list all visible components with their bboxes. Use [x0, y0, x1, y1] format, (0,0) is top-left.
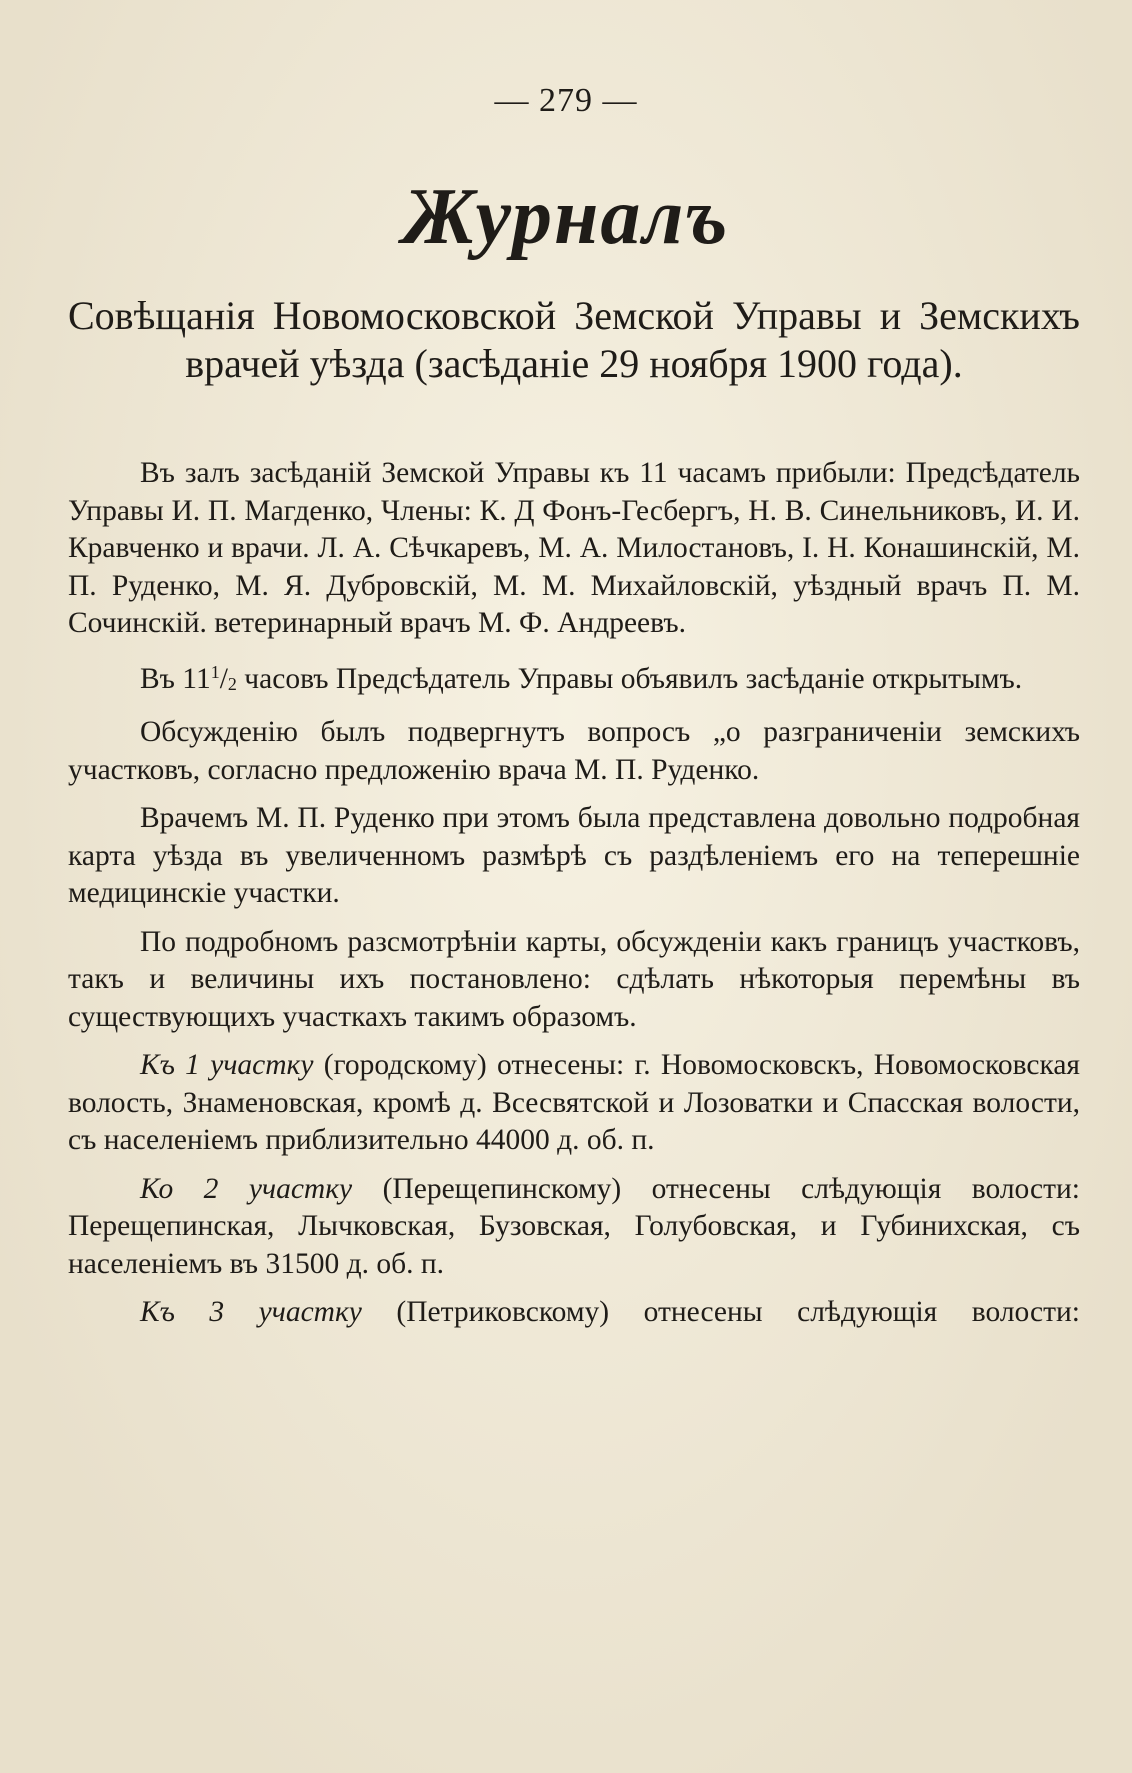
paragraph-district-2 [68, 1171, 1080, 1284]
district-1-lead: Къ 1 участку [140, 1049, 314, 1081]
district-1-text: (городскому) отнесены: г. Новомосковскъ, Новомосковская волость, Знаменовская, кромѣ д. Всесвятской и Лозоватки и Спасская волости, съ населеніемъ приблизительно 44000 д. об. п. [68, 1049, 1080, 1156]
fraction-denominator: 2 [227, 673, 237, 694]
opening-text: часовъ Предсѣдатель Управы объявилъ засѣданіе открытымъ. [236, 662, 1023, 695]
body-text [68, 455, 1080, 1343]
district-3-text: (Петриковскому) отнесены слѣдующія волости: [361, 1296, 1081, 1328]
paragraph-attendees: Въ залъ засѣданій Земской Управы къ 11 часамъ прибыли: Предсѣдатель Управы И. П. Магденко, Члены: К. Д Фонъ-Гесбергъ, Н. В. Синельниковъ, И. И. Кравченко и врачи. Л. А. Сѣчкаревъ, М. А. Милостановъ, І. Н. Конашинскій, М. П. Руденко, М. Я. Дубровскій, М. М. Михайловскій, уѣздный врачъ П. М. Сочинскій. ветеринарный врачъ М. Ф. Андреевъ. [68, 457, 1080, 639]
paragraph-resolution: По подробномъ разсмотрѣніи карты, обсужденіи какъ границъ участковъ, такъ и величины ихъ постановлено: сдѣлать нѣкоторыя перемѣны въ существующихъ участкахъ такимъ образомъ. [68, 925, 1080, 1033]
paragraph-district-3 [68, 1294, 1080, 1332]
paragraph-district-1 [68, 1047, 1080, 1160]
document-subtitle: Совѣщанія Новомосковской Земской Управы и Земскихъ врачей уѣзда (засѣданіе 29 ноября 1900 года). [68, 293, 1080, 386]
fraction-numerator: 1 [210, 661, 220, 682]
district-2-lead: Ко 2 участку [140, 1172, 353, 1205]
district-2-text: (Перещепинскому) отнесены слѣдующія волости: Перещепинская, Лычковская, Бузовская, Голубовская, и Губинихская, съ населеніемъ въ 31500 д. об. п. [68, 1172, 1080, 1280]
district-3-lead: Къ 3 участку [140, 1296, 362, 1328]
paragraph-map: Врачемъ М. П. Руденко при этомъ была представлена довольно подробная карта уѣзда въ увеличенномъ размѣрѣ съ раздѣленіемъ его на теперешніе медицинскіе участки. [68, 802, 1080, 909]
opening-time: Въ 11 [140, 662, 211, 695]
page-number: — 279 — [494, 82, 638, 119]
paragraph-discussion-topic: Обсужденію былъ подвергнутъ вопросъ „о разграниченіи земскихъ участковъ, согласно предложенію врача М. П. Руденко. [68, 716, 1080, 786]
paragraph-opening: Въ $11^1/_2$ часовъ Предсѣдатель Управы объявилъ засѣданіе открытымъ. [140, 661, 1023, 695]
document-title: Журналъ [402, 173, 730, 261]
